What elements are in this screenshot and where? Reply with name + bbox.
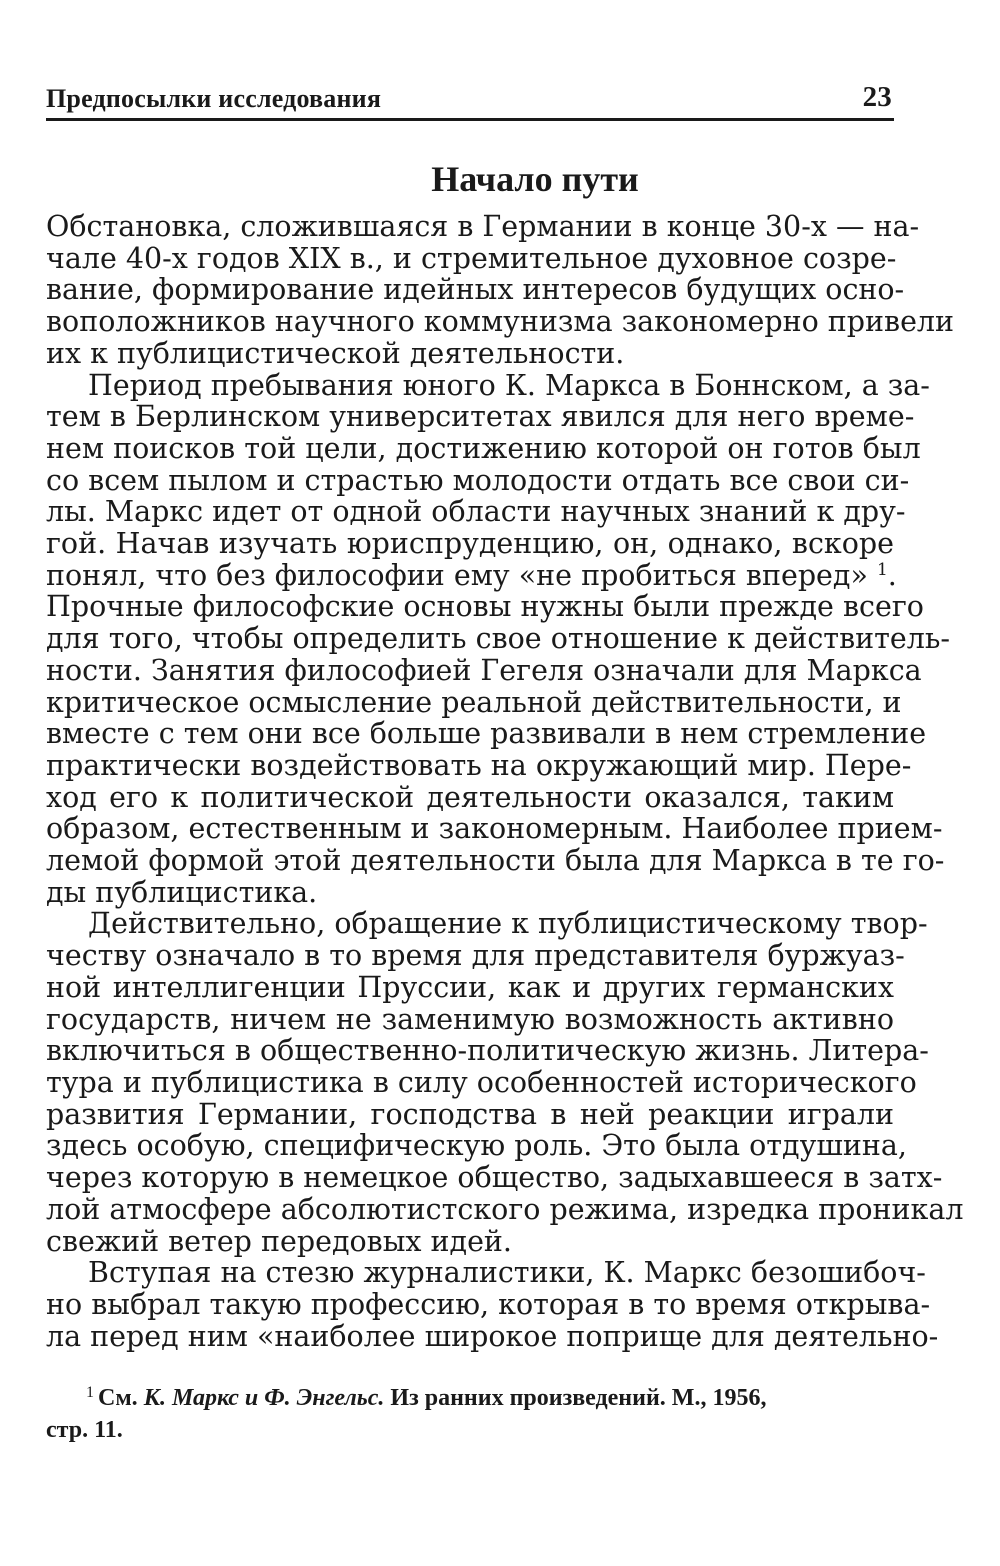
footnote-prefix: См. bbox=[98, 1385, 138, 1412]
text-line: чале 40-х годов XIX в., и стремительное духовное созре- bbox=[46, 241, 897, 275]
text-line: здесь особую, специфическую роль. Это была отдушина, bbox=[46, 1129, 907, 1163]
text-line: включиться в общественно-политическую жизнь. Литера- bbox=[46, 1034, 929, 1068]
footnote-ref: 1 bbox=[876, 559, 888, 580]
text-line: Действительно, обращение к публицистическому твор- bbox=[88, 907, 928, 941]
chapter-title: Начало пути bbox=[431, 159, 639, 199]
paragraph bbox=[46, 368, 950, 909]
text-line: ла перед ним «наиболее широкое поприще для деятельно- bbox=[46, 1319, 939, 1353]
footnote-authors: К. Маркс и Ф. Энгельс. bbox=[143, 1385, 385, 1412]
text-line: Вступая на стезю журналистики, К. Маркс безошибоч- bbox=[88, 1256, 926, 1290]
header-rule bbox=[46, 118, 894, 121]
footnote-source: Из ранних произведений. М., 1956, bbox=[390, 1385, 767, 1412]
text-line: честву означало в то время для представителя буржуаз- bbox=[46, 939, 905, 973]
text-line: для того, чтобы определить свое отношение к действитель- bbox=[46, 622, 950, 656]
text-line: ной интеллигенции Пруссии, как и других германских bbox=[46, 970, 894, 1004]
text-line: тем в Берлинском университетах явился для него време- bbox=[46, 400, 915, 434]
running-head bbox=[46, 70, 894, 114]
text-line: Прочные философские основы нужны были прежде всего bbox=[46, 590, 924, 624]
text-line: но выбрал такую профессию, которая в то время открыва- bbox=[46, 1287, 931, 1321]
text-line: их к публицистической деятельности. bbox=[46, 336, 625, 370]
paragraph bbox=[46, 907, 964, 1258]
text-line: образом, естественным и закономерным. Наиболее прием- bbox=[46, 812, 943, 846]
text-line: ды публицистика. bbox=[46, 875, 318, 909]
footnote bbox=[46, 1382, 894, 1446]
text-line: государств, ничем не заменимую возможность активно bbox=[46, 1002, 894, 1036]
text-line: лемой формой этой деятельности была для Маркса в те го- bbox=[46, 844, 945, 878]
text-line: критическое осмысление реальной действительности, и bbox=[46, 685, 902, 719]
text-line: Обстановка, сложившаяся в Германии в конце 30-х — на- bbox=[46, 210, 920, 243]
text-line: тура и публицистика в силу особенностей исторического bbox=[46, 1065, 917, 1099]
body-text bbox=[46, 210, 964, 1353]
text-line: через которую в немецкое общество, задыхавшееся в затх- bbox=[46, 1161, 943, 1195]
text-line: развития Германии, господства в ней реакции играли bbox=[46, 1097, 894, 1131]
text-line: вание, формирование идейных интересов будущих осно- bbox=[46, 273, 905, 307]
text-line: понял, что без философии ему «не пробиться вперед» $^1$. bbox=[46, 558, 897, 592]
text-line: лой атмосфере абсолютистского режима, изредка проникал bbox=[46, 1192, 964, 1226]
book-page bbox=[46, 70, 964, 1446]
page-number: 23 bbox=[862, 81, 892, 113]
text-line: ности. Занятия философией Гегеля означали для Маркса bbox=[46, 653, 922, 687]
text-line: ход его к политической деятельности оказался, таким bbox=[46, 780, 894, 814]
text-line: нем поисков той цели, достижению которой он готов был bbox=[46, 431, 921, 465]
text-line: со всем пылом и страстью молодости отдать все свои си- bbox=[46, 463, 910, 497]
text-line: гой. Начав изучать юриспруденцию, он, однако, вскоре bbox=[46, 527, 894, 561]
text-line: практически воздействовать на окружающий мир. Пере- bbox=[46, 748, 912, 782]
paragraph bbox=[46, 210, 955, 370]
footnote-line-1 bbox=[46, 1382, 894, 1414]
text-line: воположников научного коммунизма закономерно привели bbox=[46, 305, 955, 339]
footnote-line-2: стр. 11. bbox=[46, 1417, 123, 1444]
text-line: свежий ветер передовых идей. bbox=[46, 1224, 512, 1258]
text-line: вместе с тем они все больше развивали в нем стремление bbox=[46, 717, 927, 751]
running-title: Предпосылки исследования bbox=[46, 84, 382, 113]
text-line: Период пребывания юного К. Маркса в Боннском, а за- bbox=[88, 368, 930, 402]
footnote-mark: 1 bbox=[86, 1384, 94, 1402]
text-line: лы. Маркс идет от одной области научных знаний к дру- bbox=[46, 495, 906, 529]
paragraph bbox=[46, 1256, 939, 1353]
